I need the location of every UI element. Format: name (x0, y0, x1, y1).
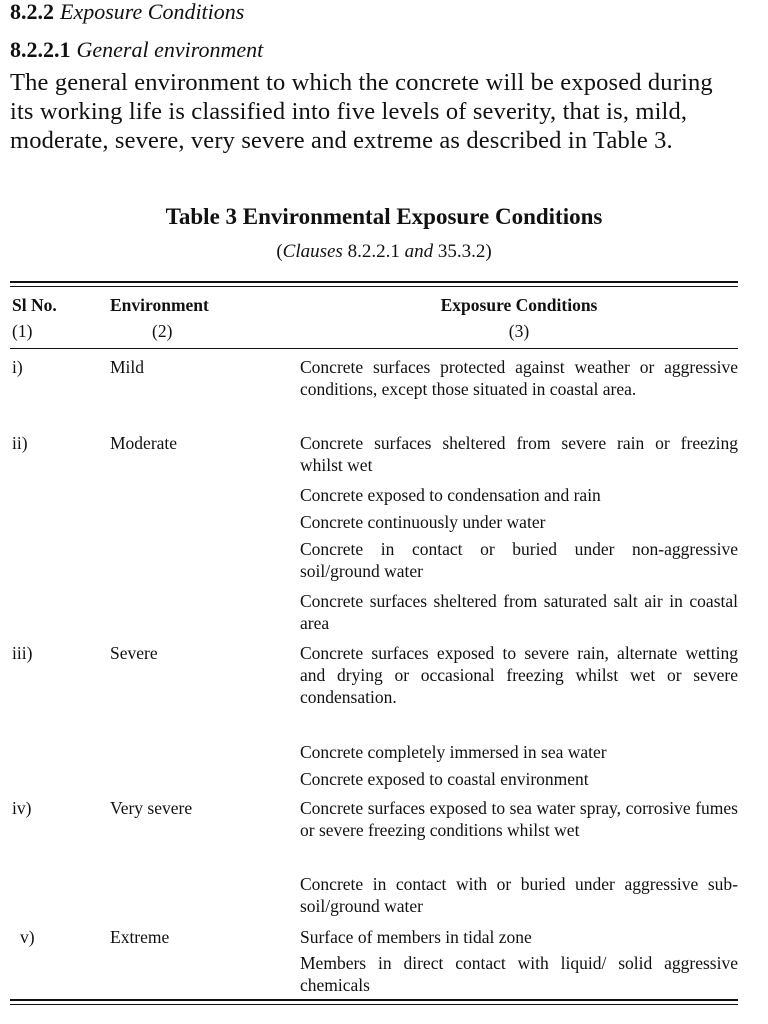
row-sl: iii) (12, 643, 33, 663)
colnum-2: (2) (152, 321, 173, 341)
subsection-title: General environment (76, 37, 264, 62)
row-environment: Extreme (110, 927, 170, 947)
row-sl: v) (20, 927, 35, 947)
section-heading (10, 0, 244, 24)
row-condition: Concrete surfaces exposed to sea water spray, corrosive fumes or severe freezing conditions whilst wet (300, 798, 738, 840)
row-condition: Concrete surfaces exposed to severe rain, alternate wetting and drying or occasional freezing whilst wet or severe condensation. (300, 643, 738, 707)
clauses-and: and (404, 241, 434, 262)
header-sl-no: Sl No. (12, 295, 57, 315)
row-condition: Concrete surfaces sheltered from severe rain or freezing whilst wet (300, 433, 738, 475)
clauses-first: 8.2.2.1 (347, 241, 400, 262)
subsection-number: 8.2.2.1 (10, 37, 71, 62)
row-environment: Severe (110, 643, 158, 663)
section-number: 8.2.2 (10, 0, 54, 24)
row-environment: Very severe (110, 798, 193, 818)
row-condition: Members in direct contact with liquid/ solid aggressive chemicals (300, 953, 738, 995)
colnum-3: (3) (508, 321, 530, 341)
row-condition: Concrete surfaces sheltered from saturated salt air in coastal area (300, 591, 738, 633)
row-condition: Concrete completely immersed in sea water (300, 742, 607, 762)
row-condition: Concrete continuously under water (300, 512, 546, 532)
section-title: Exposure Conditions (60, 0, 245, 24)
row-sl: i) (12, 357, 23, 377)
table-bottom-rule (10, 999, 738, 1001)
table-header-rule (10, 348, 738, 349)
clauses-prefix: Clauses (282, 241, 343, 262)
row-environment: Moderate (110, 433, 178, 453)
row-environment: Mild (110, 357, 145, 377)
table-top-rule (10, 281, 738, 283)
header-exposure-conditions: Exposure Conditions (440, 295, 598, 315)
table-bottom-rule-thin (10, 1004, 738, 1005)
table-clauses: (Clauses 8.2.2.1 and 35.3.2) (276, 241, 492, 262)
header-environment: Environment (110, 295, 209, 315)
row-condition: Concrete in contact with or buried under aggressive sub-soil/ground water (300, 874, 738, 916)
table-title: Table 3 Environmental Exposure Conditions (165, 204, 603, 229)
row-sl: iv) (12, 798, 32, 818)
colnum-1: (1) (12, 321, 33, 341)
row-condition: Concrete in contact or buried under non-aggressive soil/ground water (300, 539, 738, 581)
row-sl: ii) (12, 433, 28, 453)
row-condition: Surface of members in tidal zone (300, 927, 532, 947)
body-paragraph: The general environment to which the concrete will be exposed during its working life is classified into five levels of severity, that is, mild, moderate, severe, very severe and extreme as described in Table 3. (10, 69, 713, 154)
row-condition: Concrete exposed to coastal environment (300, 769, 589, 789)
table-top-rule-thin (10, 286, 738, 287)
row-condition: Concrete exposed to condensation and rain (300, 485, 601, 505)
clauses-second: 35.3.2 (437, 241, 486, 262)
row-condition: Concrete surfaces protected against weather or aggressive conditions, except those situated in coastal area. (300, 357, 738, 399)
subsection-heading (10, 38, 263, 62)
